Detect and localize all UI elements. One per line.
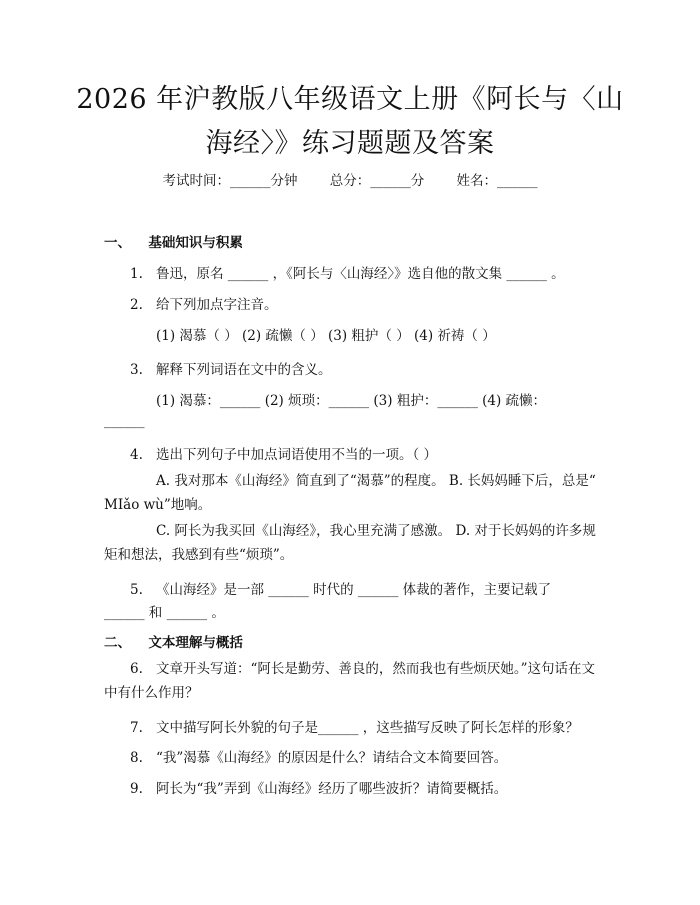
question-1: [130, 262, 565, 282]
section-number: 一、: [104, 235, 131, 251]
question-5-continuation: ______ 和 ______ 。: [104, 605, 225, 621]
question-text: 阿长为“我”弄到《山海经》经历了哪些波折？请简要概括。: [156, 781, 508, 797]
question-text: 文章开头写道：“阿长是勤劳、善良的，然而我也有些烦厌她。”这句话在文中有什么作用？: [104, 661, 596, 701]
question-number: 8.: [130, 750, 143, 766]
exam-name: 姓名：______: [456, 173, 538, 189]
question-number: 7.: [130, 720, 143, 736]
question-text: 《山海经》是一部 ______ 时代的 ______ 体裁的著作，主要记载了: [156, 582, 552, 598]
question-3: [130, 358, 332, 378]
section-heading-1: [104, 231, 243, 251]
question-number: 2.: [130, 297, 143, 313]
question-4-options-ab: A. 我对那本《山海经》简直到了“渴慕”的程度。 B. 长妈妈睡下后，总是“ MIǎo wù”地响。: [104, 473, 596, 513]
question-6: [104, 657, 596, 705]
section-title: 文本理解与概括: [148, 635, 243, 651]
question-text: 解释下列词语在文中的含义。: [156, 362, 332, 378]
question-number: 4.: [130, 447, 143, 463]
exam-time: 考试时间：______分钟: [162, 173, 298, 189]
question-4: [130, 443, 437, 463]
question-number: 1.: [130, 266, 143, 282]
question-text: 文中描写阿长外貌的句子是______ ，这些描写反映了阿长怎样的形象？: [156, 720, 579, 736]
question-number: 3.: [130, 362, 143, 378]
question-number: 5.: [130, 582, 143, 598]
title-line-1: 2026 年沪教版八年级语文上册《阿长与〈山: [76, 84, 624, 115]
question-2-items: (1) 渴慕（ ） (2) 疏懒（ ） (3) 粗护（ ） (4) 祈祷（ ）: [156, 328, 496, 344]
question-text: 给下列加点字注音。: [156, 297, 278, 313]
question-7: [130, 716, 579, 736]
question-9: [130, 777, 507, 797]
question-text: 选出下列句子中加点词语使用不当的一项。（ ）: [156, 447, 438, 463]
question-5: [130, 578, 551, 598]
question-8: [130, 746, 507, 766]
exam-score: 总分：______分: [329, 173, 425, 189]
question-number: 9.: [130, 781, 143, 797]
question-3-items: (1) 渴慕：______ (2) 烦琐：______ (3) 粗护：______ (4) 疏懒：: [156, 393, 547, 409]
title-line-2: 海经〉》练习题题及答案: [205, 128, 495, 159]
question-number: 6.: [130, 661, 143, 677]
section-heading-2: [104, 631, 243, 651]
section-number: 二、: [104, 635, 131, 651]
question-text: “我”渴慕《山海经》的原因是什么？请结合文本简要回答。: [156, 750, 508, 766]
page-title: [60, 78, 640, 166]
section-title: 基础知识与积累: [148, 235, 243, 251]
exam-info: [0, 169, 700, 189]
question-3-continuation: ______: [104, 413, 145, 429]
question-text: 鲁迅，原名 ______ ，《阿长与〈山海经〉》选自他的散文集 ______ 。: [156, 266, 565, 282]
question-2: [130, 293, 278, 313]
question-4-options-cd: C. 阿长为我买回《山海经》，我心里充满了感激。 D. 对于长妈妈的许多规矩和想法，我感到有些“烦琐”。: [104, 523, 596, 563]
